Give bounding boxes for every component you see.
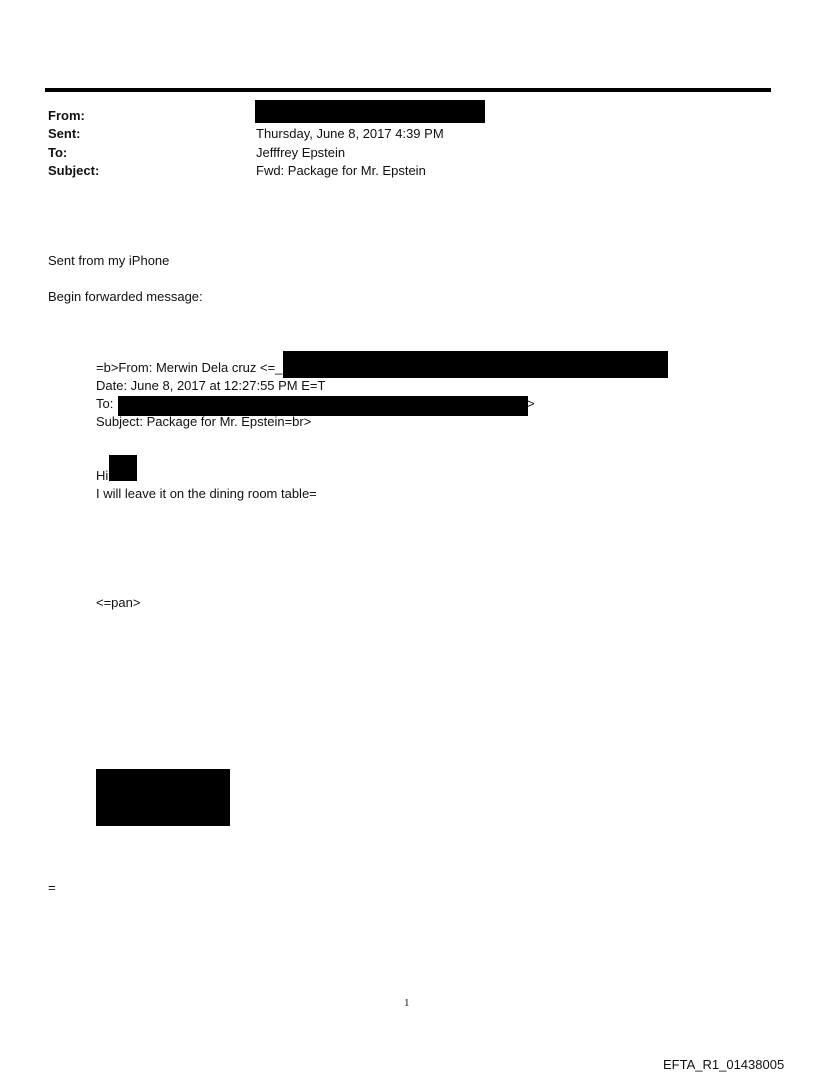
message-text: I will leave it on the dining room table= xyxy=(96,486,317,501)
forwarded-to-suffix: > xyxy=(527,396,535,411)
greeting: Hi xyxy=(96,468,109,483)
forwarded-from-redaction xyxy=(283,351,668,378)
subject-label: Subject: xyxy=(48,163,100,178)
sent-label: Sent: xyxy=(48,126,81,141)
from-redaction xyxy=(255,100,485,123)
sent-value: Thursday, June 8, 2017 4:39 PM xyxy=(256,126,444,141)
sent-from-line: Sent from my iPhone xyxy=(48,253,170,268)
greeting-redaction xyxy=(109,455,137,481)
forwarded-from-line: =b>From: Merwin Dela cruz <=_ xyxy=(96,360,283,375)
subject-value: Fwd: Package for Mr. Epstein xyxy=(256,163,426,178)
forwarded-to-label: To: xyxy=(96,396,114,411)
forwarded-date-line: Date: June 8, 2017 at 12:27:55 PM E=T xyxy=(96,378,326,393)
forwarded-subject-line: Subject: Package for Mr. Epstein=br> xyxy=(96,414,312,429)
begin-forwarded-line: Begin forwarded message: xyxy=(48,289,203,304)
page-number: 1 xyxy=(404,997,410,1009)
to-label: To: xyxy=(48,145,68,160)
from-label: From: xyxy=(48,108,85,123)
to-value: Jefffrey Epstein xyxy=(256,145,346,160)
bates-number: EFTA_R1_01438005 xyxy=(663,1057,785,1072)
header-rule xyxy=(45,88,771,92)
span-tag-text: <=pan> xyxy=(96,595,141,610)
signature-redaction xyxy=(96,769,230,826)
trailing-equals: = xyxy=(48,880,56,895)
